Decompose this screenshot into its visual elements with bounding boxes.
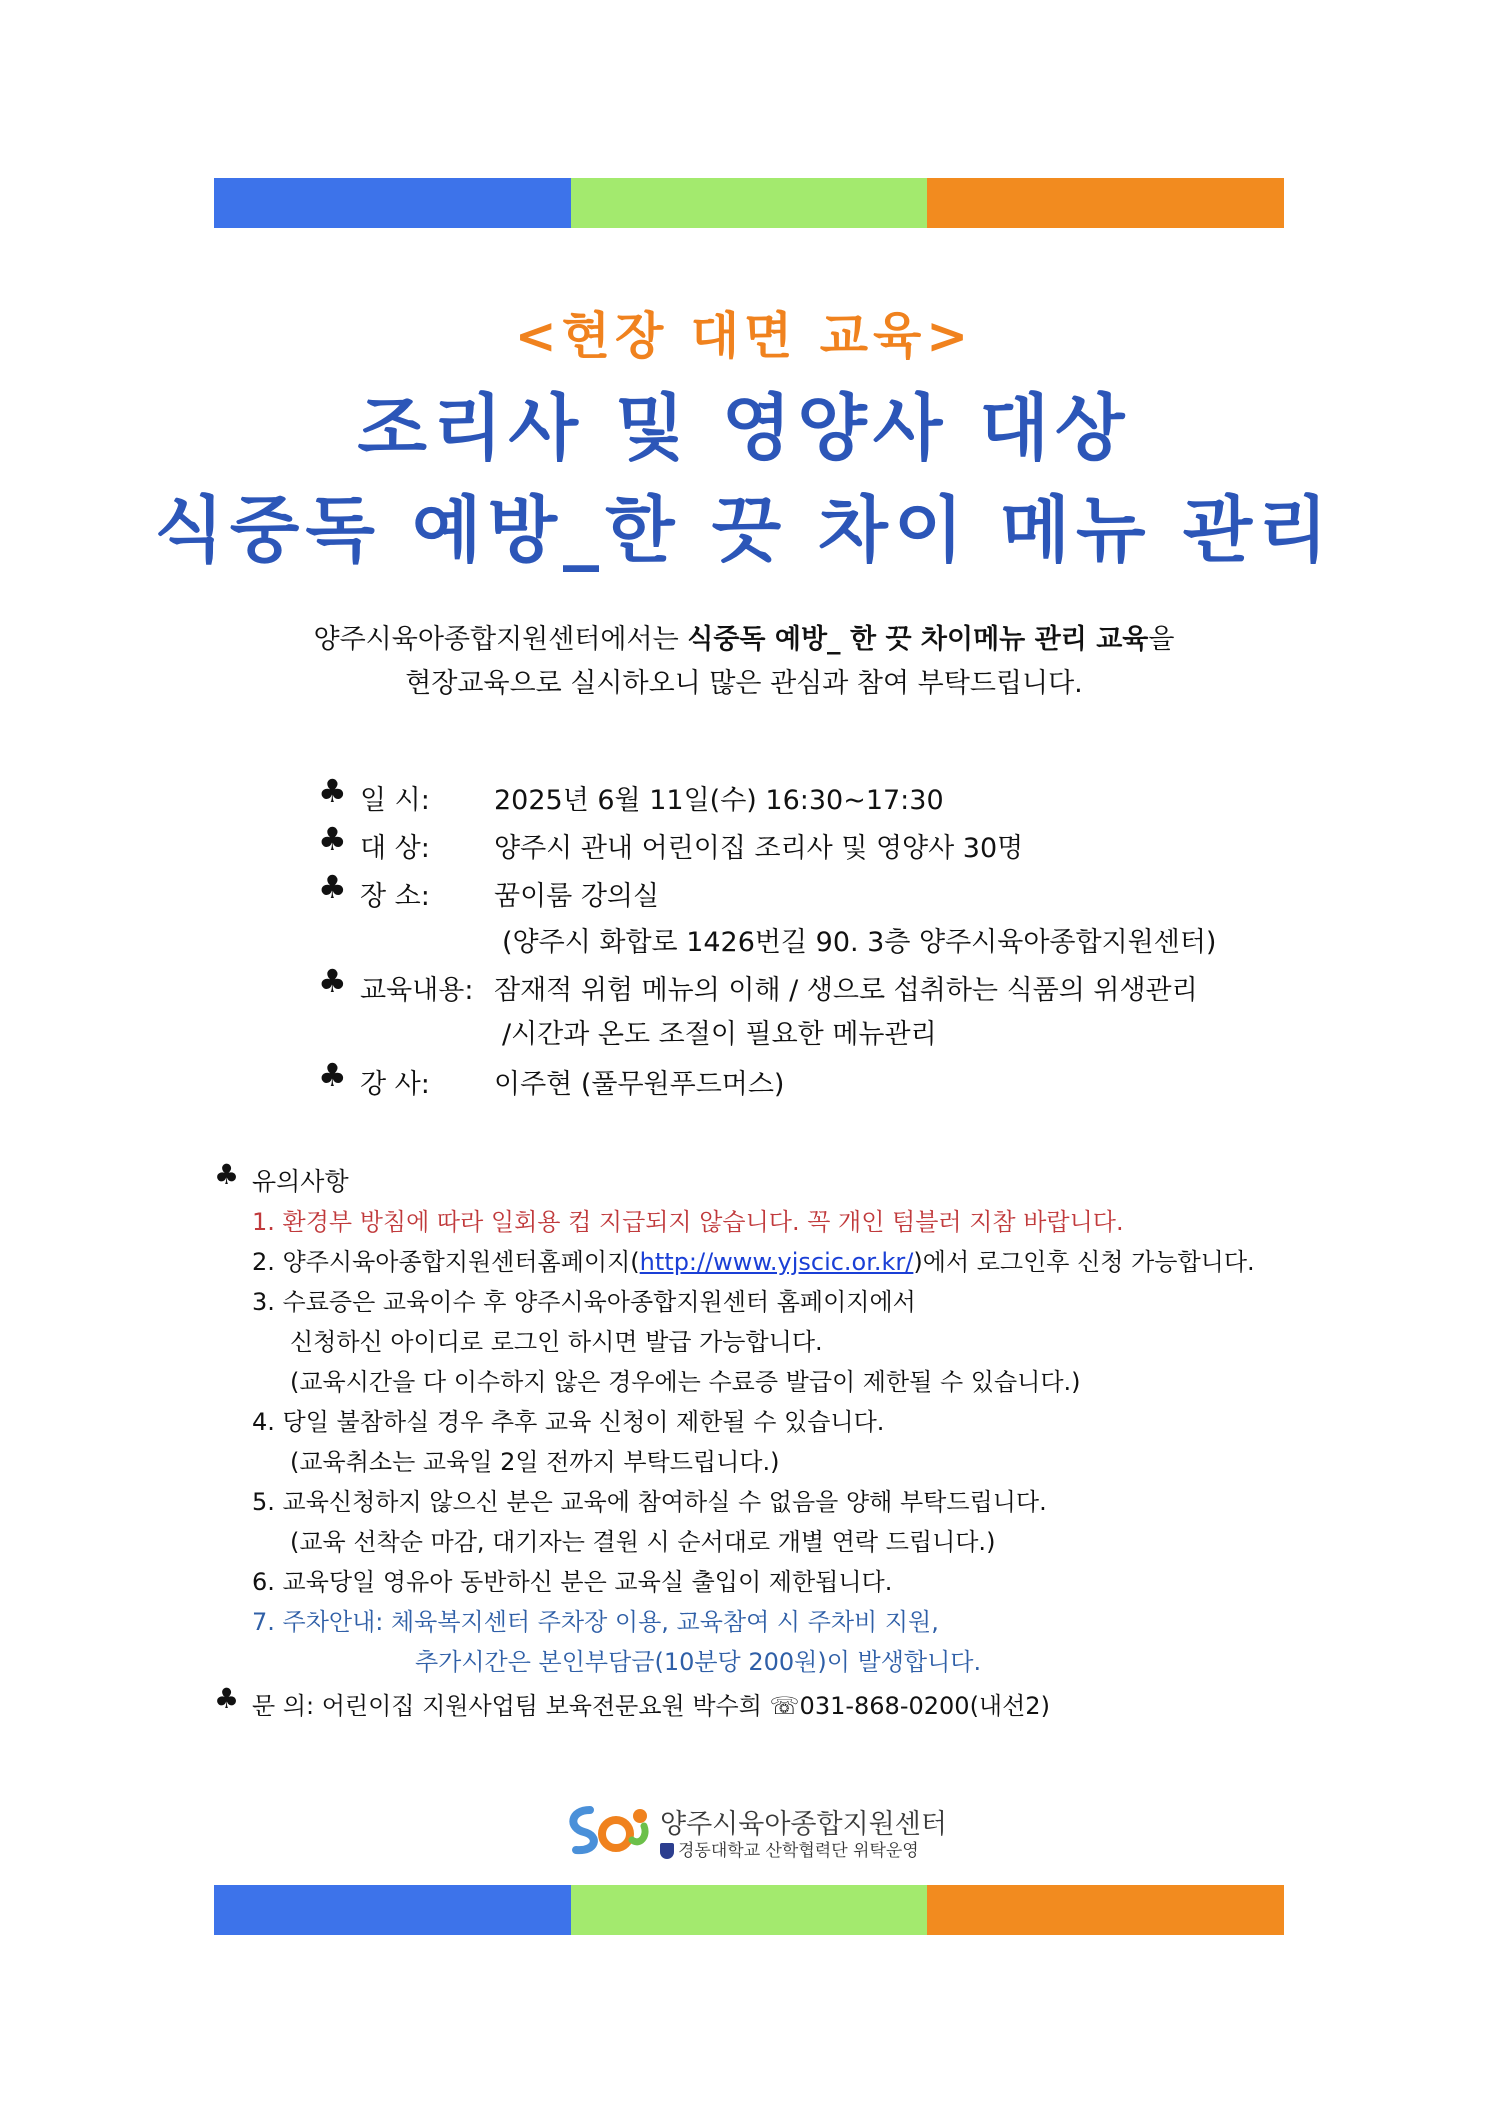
note-5-sub: (교육 선착순 마감, 대기자는 결원 시 순서대로 개별 연락 드립니다.) bbox=[290, 1528, 996, 1556]
intro-text-post: 을 bbox=[1148, 624, 1175, 655]
center-logo-icon bbox=[560, 1800, 652, 1858]
notes-heading: 유의사항 bbox=[252, 1167, 349, 1196]
note-1: 1. 환경부 방침에 따라 일회용 컵 지급되지 않습니다. 꼭 개인 텀블러 지참 바랍니다. bbox=[252, 1208, 1124, 1236]
intro-line2: 현장교육으로 실시하오니 많은 관심과 참여 부탁드립니다. bbox=[405, 668, 1083, 699]
date-value: 2025년 6월 11일(수) 16:30~17:30 bbox=[494, 785, 944, 816]
note-7: 7. 주차안내: 체육복지센터 주차장 이용, 교육참여 시 주차비 지원, bbox=[252, 1608, 939, 1636]
note-3-sub2: (교육시간을 다 이수하지 않은 경우에는 수료증 발급이 제한될 수 있습니다.) bbox=[290, 1368, 1081, 1396]
place-value: 꿈이룸 강의실 bbox=[494, 881, 660, 912]
contact-info: 문 의: 어린이집 지원사업팀 보육전문요원 박수희 ☏031-868-0200(내선2) bbox=[252, 1692, 1050, 1720]
top-color-bar bbox=[214, 178, 1284, 228]
lecturer-value: 이주현 (풀무원푸드머스) bbox=[494, 1069, 785, 1100]
bottom-color-bar bbox=[214, 1885, 1284, 1935]
club-icon: ♣ bbox=[318, 820, 347, 858]
note-7-sub: 추가시간은 본인부담금(10분당 200원)이 발생합니다. bbox=[415, 1648, 982, 1676]
center-name: 양주시육아종합지원센터 bbox=[660, 1809, 947, 1840]
target-value: 양주시 관내 어린이집 조리사 및 영양사 30명 bbox=[494, 833, 1024, 864]
bar-segment-green bbox=[571, 178, 928, 228]
content-value-2: /시간과 온도 조절이 필요한 메뉴관리 bbox=[502, 1019, 937, 1050]
club-icon: ♣ bbox=[318, 772, 347, 810]
university-emblem-icon bbox=[660, 1843, 674, 1859]
note-5: 5. 교육신청하지 않으신 분은 교육에 참여하실 수 없음을 양해 부탁드립니다. bbox=[252, 1488, 1047, 1516]
note-3: 3. 수료증은 교육이수 후 양주시육아종합지원센터 홈페이지에서 bbox=[252, 1288, 916, 1316]
event-subtitle: <현장 대면 교육> bbox=[514, 307, 974, 365]
note-2 bbox=[252, 1242, 1255, 1277]
content-value: 잠재적 위험 메뉴의 이해 / 생으로 섭취하는 식품의 위생관리 bbox=[494, 975, 1198, 1006]
target-label: 대 상: bbox=[360, 833, 430, 864]
club-icon: ♣ bbox=[214, 1158, 240, 1191]
bar-segment-green bbox=[571, 1885, 928, 1935]
note-4-sub: (교육취소는 교육일 2일 전까지 부탁드립니다.) bbox=[290, 1448, 780, 1476]
bar-segment-blue bbox=[214, 178, 571, 228]
club-icon: ♣ bbox=[318, 962, 347, 1000]
page-title-line2: 식중독 예방_한 끗 차이 메뉴 관리 bbox=[154, 488, 1334, 572]
note-2-post: )에서 로그인후 신청 가능합니다. bbox=[913, 1248, 1255, 1276]
operator-label: 경동대학교 산학협력단 위탁운영 bbox=[678, 1841, 919, 1861]
content-label: 교육내용: bbox=[360, 975, 474, 1006]
operator-text bbox=[660, 1836, 919, 1861]
bar-segment-orange bbox=[927, 1885, 1284, 1935]
bar-segment-orange bbox=[927, 178, 1284, 228]
intro-line1 bbox=[0, 618, 1488, 662]
note-2-pre: 2. 양주시육아종합지원센터홈페이지( bbox=[252, 1248, 640, 1276]
page-title-line1: 조리사 및 영양사 대상 bbox=[357, 386, 1131, 470]
date-label: 일 시: bbox=[360, 785, 430, 816]
intro-text-pre: 양주시육아종합지원센터에서는 bbox=[313, 624, 688, 655]
place-label: 장 소: bbox=[360, 881, 430, 912]
intro-text-bold: 식중독 예방_ 한 끗 차이메뉴 관리 교육 bbox=[687, 624, 1149, 655]
homepage-link[interactable]: http://www.yjscic.or.kr/ bbox=[639, 1248, 914, 1276]
place-address: (양주시 화합로 1426번길 90. 3층 양주시육아종합지원센터) bbox=[502, 927, 1217, 958]
note-4: 4. 당일 불참하실 경우 추후 교육 신청이 제한될 수 있습니다. bbox=[252, 1408, 885, 1436]
club-icon: ♣ bbox=[214, 1682, 240, 1715]
bar-segment-blue bbox=[214, 1885, 571, 1935]
note-6: 6. 교육당일 영유아 동반하신 분은 교육실 출입이 제한됩니다. bbox=[252, 1568, 893, 1596]
note-3-sub1: 신청하신 아이디로 로그인 하시면 발급 가능합니다. bbox=[290, 1328, 823, 1356]
club-icon: ♣ bbox=[318, 1056, 347, 1094]
club-icon: ♣ bbox=[318, 868, 347, 906]
lecturer-label: 강 사: bbox=[360, 1069, 430, 1100]
